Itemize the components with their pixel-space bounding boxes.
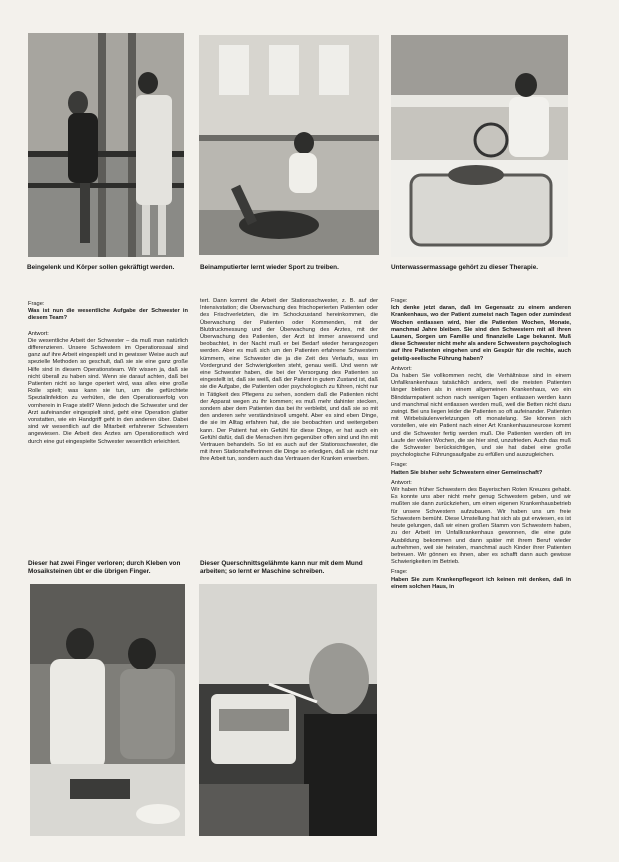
question-text: Was ist nun die wesentliche Aufgabe der Schwester in diesem Team? [28,308,188,322]
answer-2-label: Antwort: [391,479,412,486]
caption-top-3: Unterwassermassage gehört zu dieser Therapie. [391,264,539,271]
photo-parallel-bars-exercise [28,33,184,257]
answer-1-text: Da haben Sie vollkommen recht, die Verhältnisse sind in einem Unfallkrankenhaus tatsächlich anders, weil die meisten Patienten länger bleiben als in einem allgemeinen Krankenhaus, wo ein Blinddarmpatient schon nach wenigen Tagen entlassen werden kann und manchmal nicht entlassen werden muß, weil die Betten nicht dazu zwingt. Bei uns liegen leider die Patienten so oft aufeinander. Patienten mit Wirbelsäulenverletzungen oft monatelang. Sie können sich vorstellen, wie ein Patient nach einer Art Krankenhausneurose kommt und die Schwester fertig werden muß. Die Patienten werden oft im Laufe der vielen Wochen, die sie hier sind, unzufrieden. Auch das muß die Schwester berücksichtigen, und sie hat dabei eine große psychologische Führungsaufgabe zu erfüllen und auszugleichen. [391,373,571,459]
question-3-text: Haben Sie zum Krankenpflegeort ich keinen mit denken, daß in einem solchen Haus, in [391,576,571,590]
caption-top-1: Beingelenk und Körper sollen gekräftigt werden. [27,264,175,271]
photo-mouth-typing [199,584,377,836]
caption-bottom-2: Dieser Querschnittsgelähmte kann nur mit dem Mund arbeiten; so lernt er Maschine schreiben. [200,560,363,575]
column-3 [391,298,571,836]
question-2-label: Frage: [391,462,408,469]
column-1 [28,298,188,563]
column-2-text: tert. Dann kommt die Arbeit der Stationsschwester, z. B. auf der Intensivstation; die Überwachung des frischoperierten Patienten oder des Frischverletzten, die im Schockzustand hereinkommen, die Überwachung der Patienten oder Kommenden, mit der Blutdruckmessung und der Überwachung des Arztes, mit der Überwachung des Patienten, der Arzt ist immer anwesend und beobachtet, in der Nacht muß er bei Bedarf wieder herangezogen werden. Aber es muß sich um den Patienten erfahrene Schwestern kümmern, eine Schwester die ja die Zeit des Verlaufs, was im Vordergrund der Schwierigkeiten steht, genau weiß. Und wenn wir eine Schwester haben, die bei der Versorgung des Patienten so eingestellt ist, daß sie weiß, daß der Patient in gutem Zustand ist, daß sie die Aufgabe, die Patienten oder psychologisch zu führen, nicht nur in Tätigkeit des Pflegens zu sehen, sondern daß die Patienten nicht der Apparat wegen zu ihr kommen; es muß mehr dahinter stecken, sondern aber dem Patienten das bei ihr verbleibt, und daß sie so mit den anderen sehr verständnisvoll umgeht. Aber es sind eben Dinge, die sie im Alltag erfahren hat, die sie beobachten und weitergeben kann. Der Patient hat ein Gefühl für diese Dinge, er hat auch ein Gefühl dafür, daß die Menschen ihm gegenüber offen sind und ihn mit Vertrauen behandeln. So ist es auch auf der Stationsschwester, die mit ihren Stationshelferinnen die Dinge so erledigen, daß sie nicht nur ihre Arbeit tun, sondern auch das Vertrauen der Kranken erwerben. [200,298,378,463]
answer-2-text: Wir haben früher Schwestern des Bayerischen Roten Kreuzes gehabt. Es konnte uns aber nicht mehr genug Schwestern geben, und wir mußten sie dann zurückziehen, um einen eigenen Krankenhausbetrieb für unsere Schwestern aufzubauen. Wir haben uns um freie Schwestern bemüht. Diese Umstellung hat sich als gut erwiesen, es ist heute gelungen, daß wir einen großen Stamm von Schwestern haben, zu der Arbeit im Unfallkrankenhaus gewonnen, die eine gute Ausbildung bekommen und dann später mit ihrem Beruf wieder aufnehmen, weil sie heiraten, manchmal auch Kinder ihrer Patienten betreuen. Wir gönnen es ihnen, aber es schafft dann auch gewisse Schwierigkeiten im Betrieb. [391,487,571,566]
question-3-label: Frage: [391,569,408,576]
caption-bottom-1: Dieser hat zwei Finger verloren; durch Kleben von Mosaiksteinen übt er die übrigen Finger. [28,560,181,575]
answer-label: Antwort: [28,330,49,337]
question-1-text: Ich denke jetzt daran, daß im Gegensatz zu einem anderen Krankenhaus, wo der Patient zumeist nach Tagen oder zumindest Wochen entlassen wird, hier die Patienten Wochen, Monate, manchmal Jahre bleiben. Sie sind den Schwestern mit all ihren Launen, Sorgen um Familie und finanzielle Lage bekannt. Muß diese Schwester nicht mehr als andere Schwestern psychologisch auf ihre Patienten eingehen und ein Gespür für die rechte, auch geistig-seelische Führung haben? [391,305,571,362]
answer-text: Die wesentliche Arbeit der Schwester – da muß man natürlich differenzieren. Unsere Schwestern im Operationssaal sind ganz auf ihre Arbeit eingespielt und in gewisser Weise auch auf spezielle Methoden so geschult, daß sie sie eine ganz große Hilfe sind in diesem Operationsteam. Wir wissen ja, daß sie nicht überall zu haben sind. Wenn sie darauf achten, daß bei Patienten nicht so lange operiert wird, was alles eine große Rolle spielt; was kann sie tun, um die gefürchtete Spezialinfektion zu verhüten, die den Operationserfolg von vornherein in Frage stellt? Wenn jedoch die Schwester und der Arzt aufeinander eingespielt sind, geht eine Operation glatter vonstatten, wie ein Handgriff geht in den anderen über. Dabei sind wir wesentlich auf die Mitarbeit erfahrener Schwestern angewiesen. Die Arbeit des Arztes am Operationstisch wird durch eine gut eingespielte Schwester wesentlich erleichtert. [28,337,188,445]
photo-finger-mosaic-therapy [30,584,185,836]
photo-underwater-massage [391,35,568,257]
answer-1-label: Antwort: [391,365,412,372]
photo-amputee-sport [199,35,379,255]
column-2 [200,298,378,563]
question-1-label: Frage: [391,298,408,304]
question-label: Frage: [28,301,45,307]
question-2-text: Hatten Sie bisher sehr Schwestern einer Gemeinschaft? [391,469,543,476]
caption-top-2: Beinamputierter lernt wieder Sport zu treiben. [200,264,339,271]
